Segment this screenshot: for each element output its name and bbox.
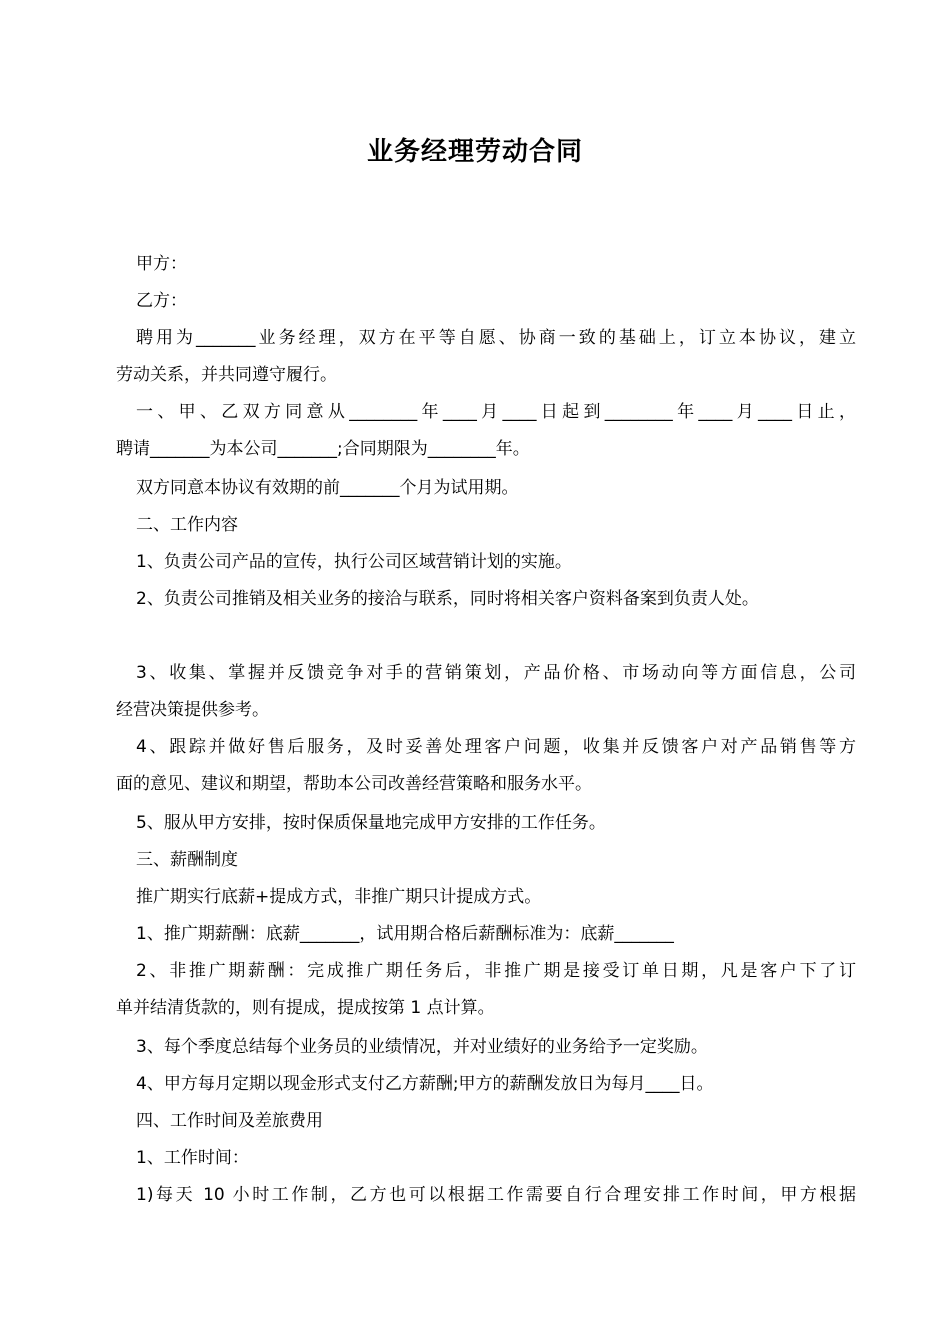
list-item: 1、工作时间： <box>136 1148 249 1168</box>
section-heading: 三、薪酬制度 <box>136 850 238 870</box>
section-heading: 二、工作内容 <box>136 515 238 535</box>
party-b-line: 乙方： <box>136 291 187 311</box>
party-a-line: 甲方： <box>136 254 187 274</box>
document-title: 业务经理劳动合同 <box>366 137 583 167</box>
paragraph-line: 推广期实行底薪+提成方式，非推广期只计提成方式。 <box>136 887 542 907</box>
paragraph-line: 聘用为_______业务经理，双方在平等自愿、协商一致的基础上，订立本协议，建立 <box>136 328 856 348</box>
list-item: 1、负责公司产品的宣传，执行公司区域营销计划的实施。 <box>136 552 572 572</box>
section-heading: 四、工作时间及差旅费用 <box>136 1111 323 1131</box>
list-item: 4、甲方每月定期以现金形式支付乙方薪酬;甲方的薪酬发放日为每月____日。 <box>136 1074 714 1094</box>
list-item: 3、收集、掌握并反馈竞争对手的营销策划，产品价格、市场动向等方面信息，公司 <box>136 663 856 683</box>
paragraph-line: 双方同意本协议有效期的前_______个月为试用期。 <box>136 478 519 498</box>
list-item: 5、服从甲方安排，按时保质保量地完成甲方安排的工作任务。 <box>136 813 606 833</box>
list-item: 4、跟踪并做好售后服务，及时妥善处理客户问题，收集并反馈客户对产品销售等方 <box>136 737 856 757</box>
list-item: 2、非推广期薪酬：完成推广期任务后，非推广期是接受订单日期，凡是客户下了订 <box>136 961 856 981</box>
list-item-continuation: 经营决策提供参考。 <box>116 700 269 720</box>
list-item: 1、推广期薪酬：底薪_______，试用期合格后薪酬标准为：底薪_______ <box>136 924 674 944</box>
paragraph-line: 一、甲、乙双方同意从________年____月____日起到________年____月____日止， <box>136 402 856 422</box>
paragraph-line: 劳动关系，并共同遵守履行。 <box>116 365 337 385</box>
paragraph-line: 聘请_______为本公司_______;合同期限为________年。 <box>116 439 530 459</box>
list-item: 3、每个季度总结每个业务员的业绩情况，并对业绩好的业务给予一定奖励。 <box>136 1037 708 1057</box>
list-item-continuation: 单并结清货款的，则有提成，提成按第 1 点计算。 <box>116 998 495 1018</box>
list-item-continuation: 面的意见、建议和期望，帮助本公司改善经营策略和服务水平。 <box>116 774 592 794</box>
list-item: 2、负责公司推销及相关业务的接洽与联系，同时将相关客户资料备案到负责人处。 <box>136 589 759 609</box>
list-item: 1)每天 10 小时工作制，乙方也可以根据工作需要自行合理安排工作时间，甲方根据 <box>136 1185 856 1205</box>
